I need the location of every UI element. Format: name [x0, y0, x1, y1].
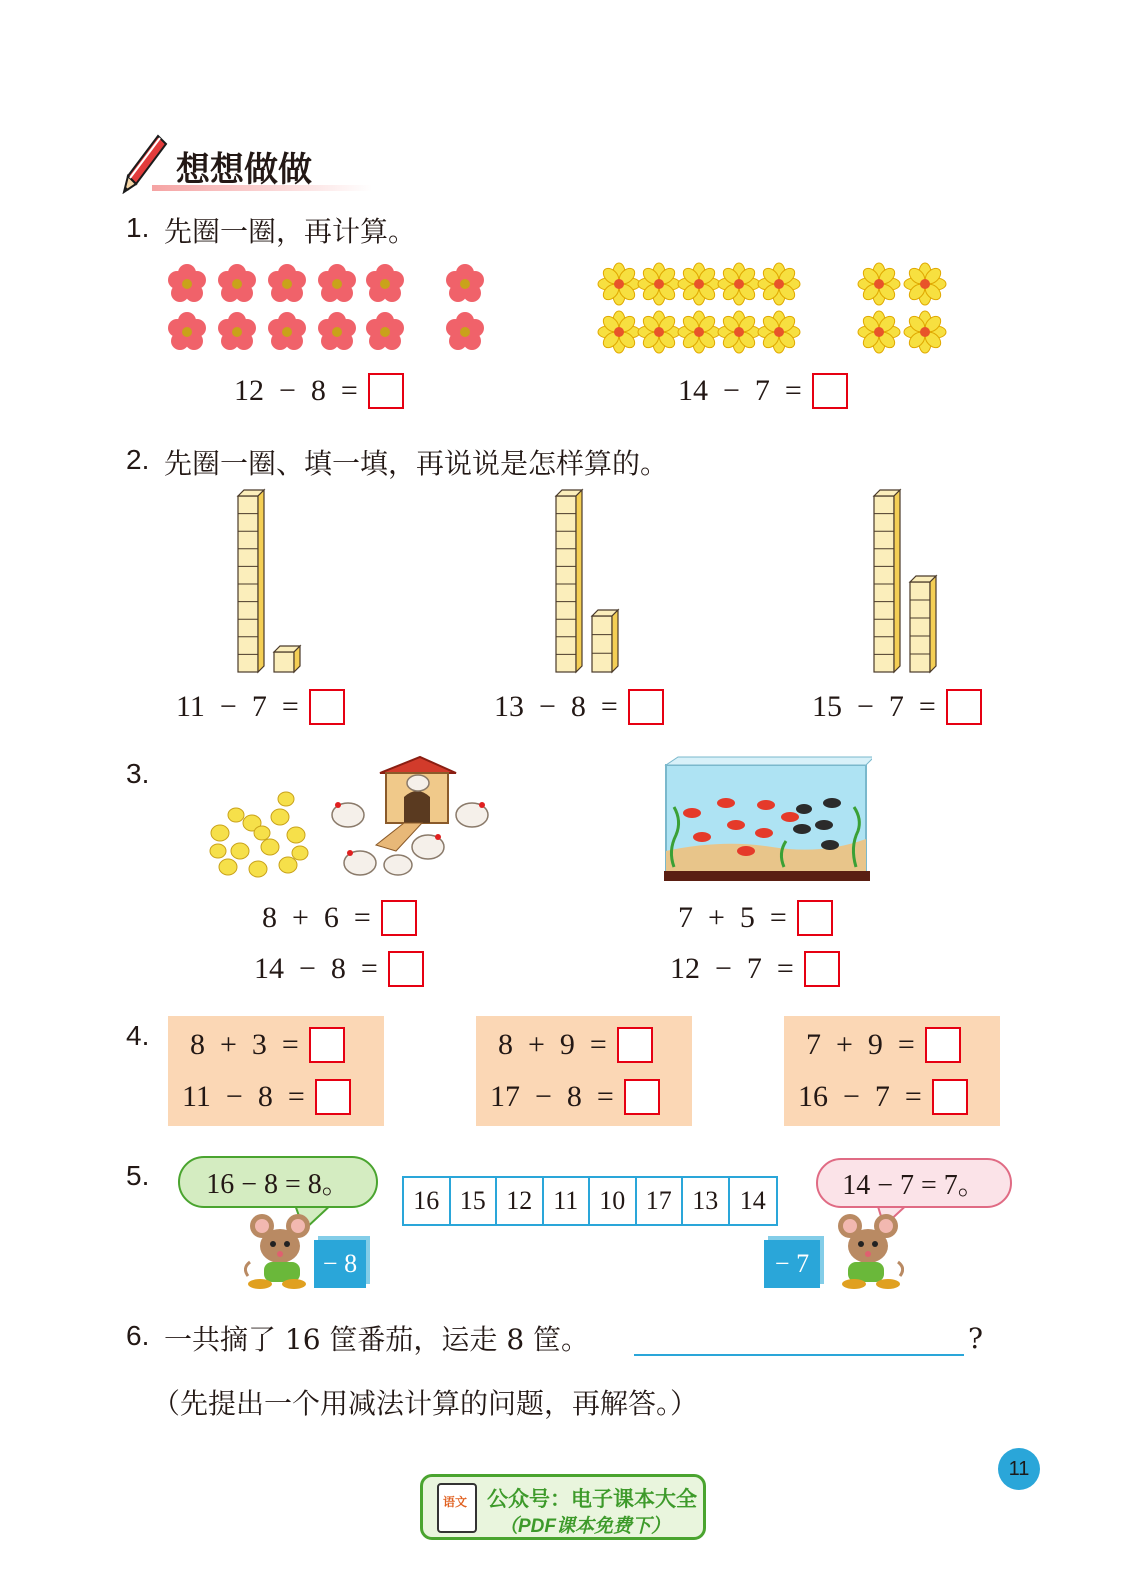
q3-equation-left-1: 8 + 6 =: [262, 899, 417, 937]
q4-label: 4.: [126, 1020, 150, 1051]
q6-label: 6.: [126, 1320, 150, 1351]
answer-box[interactable]: [804, 951, 840, 987]
page-title: 想想做做: [176, 151, 312, 189]
watermark-banner: [420, 1474, 706, 1540]
strip-cell: 17: [637, 1178, 684, 1224]
strip-cell: 13: [683, 1178, 730, 1224]
section-header: [122, 130, 372, 196]
base-ten-blocks-3: [872, 488, 942, 674]
q6-note: （先提出一个用减法计算的问题，再解答。）: [152, 1387, 699, 1420]
mouse-right-icon: [814, 1212, 904, 1292]
answer-box[interactable]: [925, 1027, 961, 1063]
speech-bubble-right: 14 − 7 = 7。: [816, 1158, 1012, 1208]
q1-equation-left: 12 − 8 =: [234, 372, 404, 410]
answer-box[interactable]: [812, 373, 848, 409]
answer-box[interactable]: [932, 1079, 968, 1115]
answer-box[interactable]: [381, 900, 417, 936]
chicks-and-hens-illustration: [200, 755, 500, 885]
q3-label: 3.: [126, 758, 150, 789]
strip-cell: 12: [497, 1178, 544, 1224]
q4-group-3-eq-a: 7 + 9 =: [806, 1026, 961, 1064]
page-number: 11: [998, 1448, 1040, 1490]
q1-label: 1.: [126, 212, 150, 243]
q6-question-mark: ?: [968, 1322, 984, 1355]
q2-text: 先圈一圈、填一填，再说说是怎样算的。: [164, 447, 669, 480]
strip-cell: 14: [739, 1186, 766, 1215]
q4-group-1-eq-b: 11 − 8 =: [182, 1078, 351, 1116]
q2-equation-3: 15 − 7 =: [812, 688, 982, 726]
book-logo-label: 语文: [443, 1495, 468, 1509]
base-ten-blocks-2: [554, 488, 624, 674]
q4-group-2-eq-a: 8 + 9 =: [498, 1026, 653, 1064]
q6-answer-line[interactable]: [634, 1354, 964, 1356]
yellow-flowers-illustration: [595, 262, 955, 356]
answer-box[interactable]: [309, 689, 345, 725]
watermark-line-1: 公众号：电子课本大全: [487, 1488, 697, 1511]
strip-cell: 16: [404, 1178, 451, 1224]
q3-equation-right-1: 7 + 5 =: [678, 899, 833, 937]
answer-box[interactable]: [946, 689, 982, 725]
base-ten-blocks-1: [236, 488, 306, 674]
red-flowers-illustration: [165, 262, 495, 356]
q6-text: 一共摘了 16 筐番茄，运走 8 筐。: [164, 1323, 590, 1356]
answer-box[interactable]: [617, 1027, 653, 1063]
book-logo-icon: [437, 1483, 477, 1533]
q1-text: 先圈一圈，再计算。: [164, 215, 417, 248]
answer-box[interactable]: [628, 689, 664, 725]
strip-cell: 10: [590, 1178, 637, 1224]
q2-equation-1: 11 − 7 =: [176, 688, 345, 726]
speech-bubble-left: 16 − 8 = 8。: [178, 1156, 378, 1208]
q4-group-3-eq-b: 16 − 7 =: [798, 1078, 968, 1116]
q3-equation-left-2: 14 − 8 =: [254, 950, 424, 988]
minus-8-cube: − 8: [314, 1240, 366, 1288]
answer-box[interactable]: [368, 373, 404, 409]
answer-box[interactable]: [797, 900, 833, 936]
watermark-line-2: （PDF课本免费下）: [499, 1516, 671, 1537]
q5-label: 5.: [126, 1160, 150, 1191]
q4-group-1-eq-a: 8 + 3 =: [190, 1026, 345, 1064]
q4-group-2-eq-b: 17 − 8 =: [490, 1078, 660, 1116]
answer-box[interactable]: [624, 1079, 660, 1115]
answer-box[interactable]: [388, 951, 424, 987]
q2-equation-2: 13 − 8 =: [494, 688, 664, 726]
answer-box[interactable]: [309, 1027, 345, 1063]
minus-7-cube: − 7: [764, 1240, 820, 1288]
q3-equation-right-2: 12 − 7 =: [670, 950, 840, 988]
number-strip: [402, 1176, 778, 1226]
strip-cell: 11: [544, 1178, 591, 1224]
q2-label: 2.: [126, 444, 150, 475]
fish-tank-illustration: [662, 755, 872, 883]
answer-box[interactable]: [315, 1079, 351, 1115]
strip-cell: 15: [451, 1178, 498, 1224]
q1-equation-right: 14 − 7 =: [678, 372, 848, 410]
